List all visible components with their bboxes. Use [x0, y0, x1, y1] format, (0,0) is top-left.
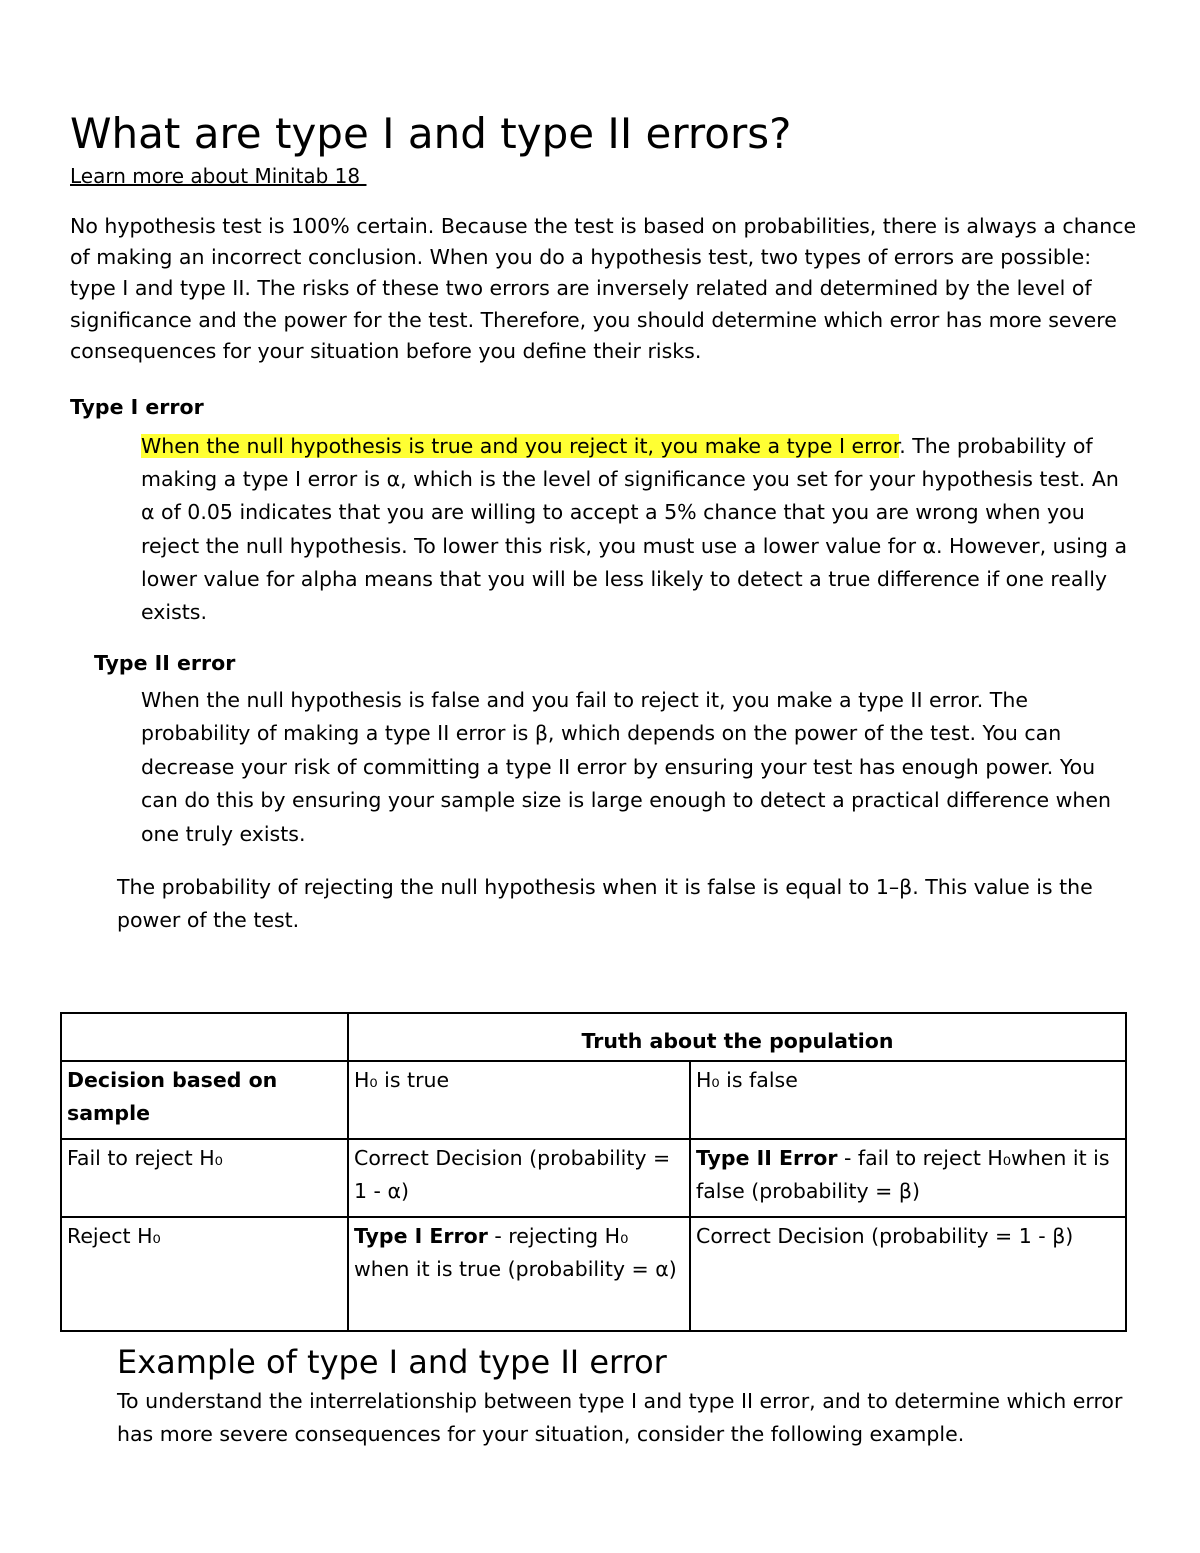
page-title: What are type I and type II errors?	[70, 109, 792, 158]
table-row1-label: Fail to reject H₀	[61, 1139, 348, 1217]
table-col-true: H₀ is true	[348, 1061, 690, 1139]
table-header-truth: Truth about the population	[348, 1013, 1126, 1061]
example-paragraph: To understand the interrelationship between type I and type II error, and to determine which error has more severe consequences for your situation, consider the following example.	[117, 1389, 1123, 1447]
type1-highlight: When the null hypothesis is true and you reject it, you make a type I error	[141, 434, 900, 458]
table-row1-false-cell	[690, 1139, 1126, 1217]
type1-text: . The probability of making a type I error is α, which is the level of significance you set for your hypothesis test. An α of 0.05 indicates that you are willing to accept a 5% chance that you are wrong when you reject the null hypothesis. To lower this risk, you must use a lower value for α. However, using a lower value for alpha means that you will be less likely to detect a true difference if one really exists.	[141, 434, 1128, 625]
type2-paragraph: When the null hypothesis is false and you fail to reject it, you make a type II error. The probability of making a type II error is β, which depends on the power of the test. You can decrease your risk of committing a type II error by ensuring your test has enough power. You can do this by ensuring your sample size is large enough to detect a practical difference when one truly exists.	[141, 688, 1111, 846]
table-row1-true-cell: Correct Decision (probability = 1 - α)	[348, 1139, 690, 1217]
type2-error-label: Type II Error	[696, 1146, 838, 1170]
type1-error-desc: - rejecting H₀ when it is true (probability = α)	[354, 1224, 677, 1281]
table-row	[61, 1061, 1126, 1139]
table-col-false: H₀ is false	[690, 1061, 1126, 1139]
example-heading: Example of type I and type II error	[117, 1343, 667, 1381]
table-row2-label: Reject H₀	[61, 1217, 348, 1331]
table-row	[61, 1013, 1126, 1061]
type1-heading: Type I error	[70, 395, 204, 419]
table-row	[61, 1139, 1126, 1217]
learn-more-link[interactable]: Learn more about Minitab 18	[70, 164, 367, 188]
type1-paragraph	[141, 430, 1136, 629]
error-table	[60, 1012, 1127, 1332]
type2-error-desc: - fail to reject H₀when it is false (probability = β)	[696, 1146, 1110, 1203]
table-row2-true-cell	[348, 1217, 690, 1331]
power-paragraph: The probability of rejecting the null hypothesis when it is false is equal to 1–β. This value is the power of the test.	[117, 875, 1093, 932]
table-row2-false-cell: Correct Decision (probability = 1 - β)	[690, 1217, 1126, 1331]
table-row	[61, 1217, 1126, 1331]
table-corner-cell	[61, 1013, 348, 1061]
table-row-label-head: Decision based on sample	[61, 1061, 348, 1139]
type1-error-label: Type I Error	[354, 1224, 488, 1248]
type2-heading: Type II error	[94, 651, 236, 675]
intro-paragraph: No hypothesis test is 100% certain. Because the test is based on probabilities, there is always a chance of making an incorrect conclusion. When you do a hypothesis test, two types of errors are possible: type I and type II. The risks of these two errors are inversely related and determined by the level of significance and the power for the test. Therefore, you should determine which error has more severe consequences for your situation before you define their risks.	[70, 214, 1137, 363]
